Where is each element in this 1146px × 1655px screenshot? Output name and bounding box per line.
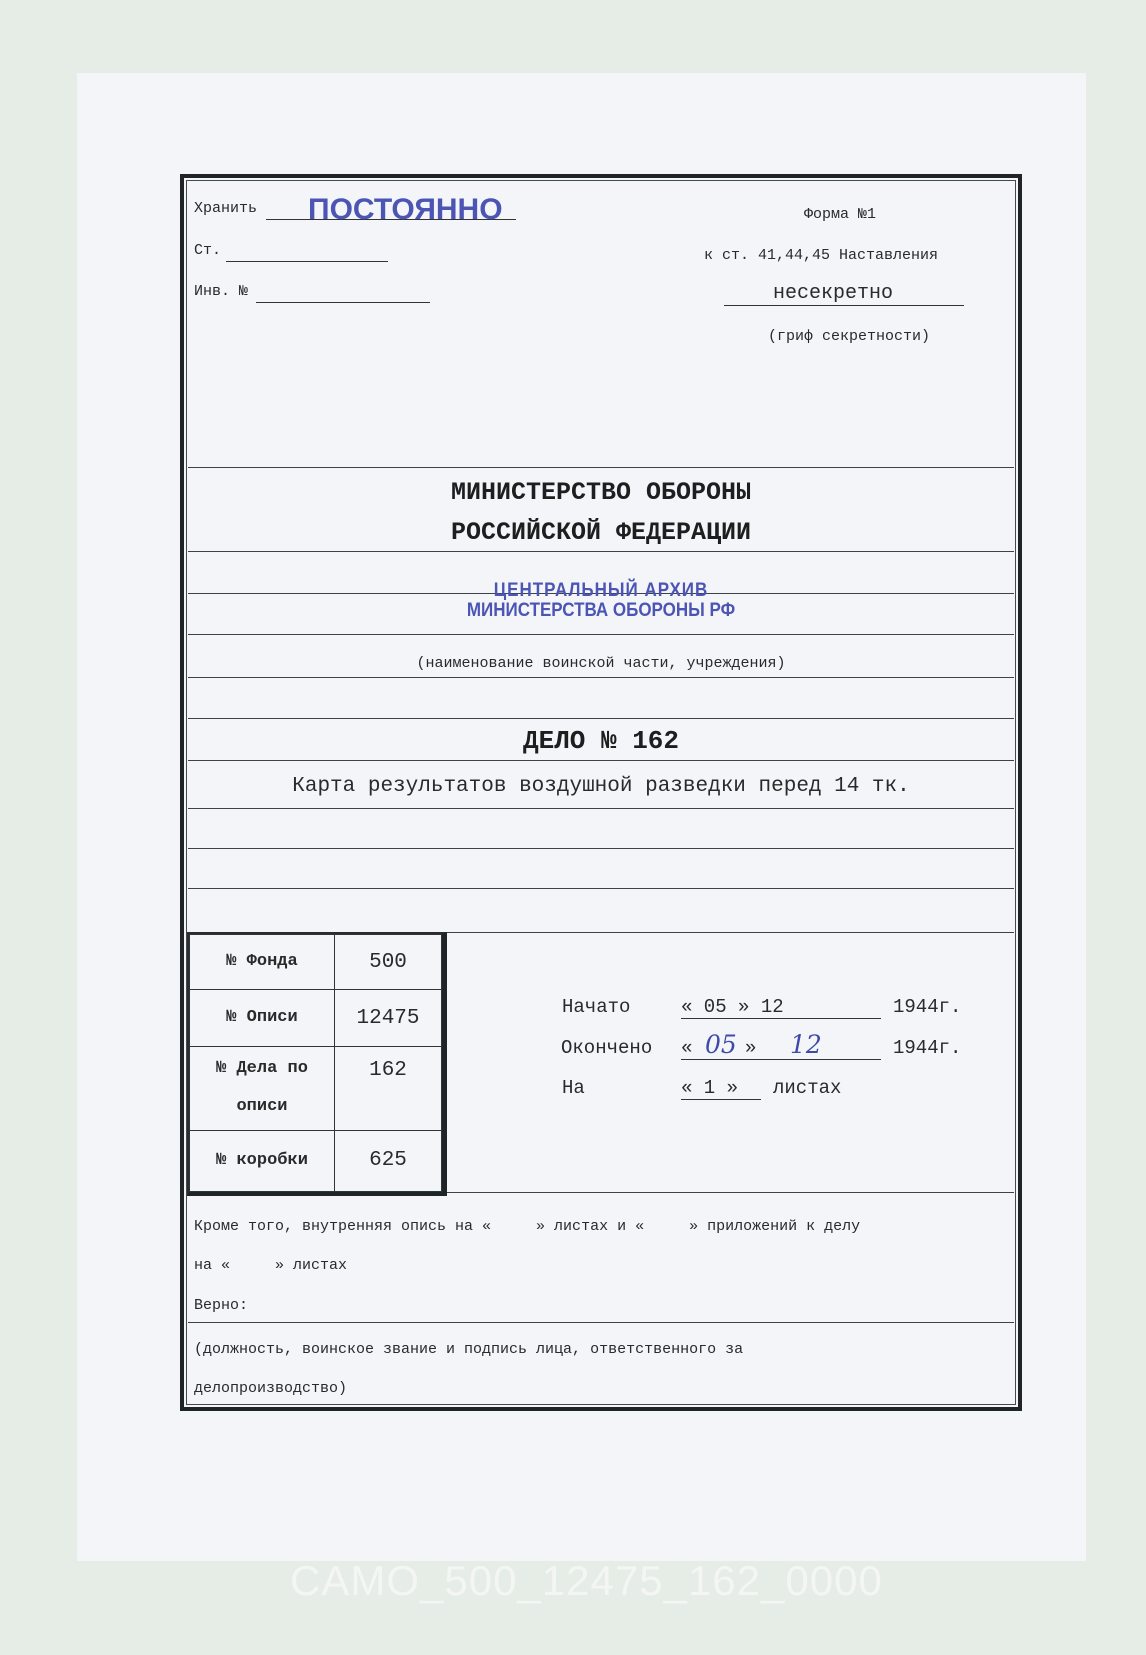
rule-line bbox=[188, 760, 1014, 761]
rule-line bbox=[188, 888, 1014, 889]
ended-open-quote: « bbox=[681, 1037, 693, 1059]
secrecy-underline bbox=[724, 305, 964, 306]
box-label: № коробки bbox=[190, 1130, 335, 1191]
box-value: 625 bbox=[335, 1130, 442, 1191]
form-reference: к ст. 41,44,45 Наставления bbox=[704, 247, 939, 264]
archive-stamp-line-1: ЦЕНТРАЛЬНЫЙ АРХИВ bbox=[493, 578, 709, 601]
started-year: 1944г. bbox=[893, 996, 962, 1018]
archive-stamp-line-2: МИНИСТЕРСТВА ОБОРОНЫ РФ bbox=[466, 598, 736, 621]
ministry-line-2: РОССИЙСКОЙ ФЕДЕРАЦИИ bbox=[450, 518, 752, 547]
rule-line bbox=[188, 718, 1014, 719]
fond-label: № Фонда bbox=[190, 935, 335, 990]
ended-underline bbox=[681, 1059, 881, 1060]
info-row-fond bbox=[190, 935, 442, 990]
case-title: ДЕЛО № 162 bbox=[522, 726, 680, 756]
info-row-opis bbox=[190, 990, 442, 1047]
opis-label: № Описи bbox=[190, 990, 335, 1047]
started-value: « 05 » 12 bbox=[681, 996, 784, 1018]
ministry-line-1: МИНИСТЕРСТВО ОБОРОНЫ bbox=[450, 478, 752, 507]
certified-label: Верно: bbox=[194, 1297, 249, 1314]
archive-info-box bbox=[187, 932, 447, 1196]
inventory-note-line-1: Кроме того, внутренняя опись на « » листах и « » приложений к делу bbox=[194, 1218, 861, 1235]
rule-line bbox=[188, 677, 1014, 678]
sheets-underline bbox=[681, 1099, 761, 1100]
ended-month: 12 bbox=[790, 1030, 822, 1059]
rule-line bbox=[188, 808, 1014, 809]
rule-line bbox=[188, 1322, 1014, 1323]
inv-underline bbox=[256, 302, 430, 303]
responsible-caption-line-1: (должность, воинское звание и подпись лица, ответственного за bbox=[194, 1341, 744, 1358]
responsible-caption-line-2: делопроизводство) bbox=[194, 1380, 348, 1397]
started-label: Начато bbox=[562, 996, 631, 1018]
secrecy-value: несекретно bbox=[773, 282, 894, 305]
rule-line bbox=[188, 634, 1014, 635]
info-row-delo bbox=[190, 1047, 442, 1131]
case-description: Карта результатов воздушной разведки перед 14 тк. bbox=[292, 775, 910, 798]
rule-line bbox=[188, 551, 1014, 552]
info-row-box bbox=[190, 1130, 442, 1191]
permanent-stamp: ПОСТОЯННО bbox=[308, 193, 503, 226]
fond-value: 500 bbox=[335, 935, 442, 990]
sheets-unit: листах bbox=[773, 1077, 842, 1099]
inventory-note-line-2: на « » листах bbox=[194, 1257, 348, 1274]
started-underline bbox=[681, 1018, 881, 1019]
rule-line bbox=[188, 848, 1014, 849]
secrecy-caption: (гриф секретности) bbox=[768, 328, 931, 345]
archive-info-table bbox=[189, 934, 442, 1192]
ended-day: 05 bbox=[705, 1030, 737, 1059]
st-label: Ст. bbox=[194, 242, 222, 259]
rule-line bbox=[188, 467, 1014, 468]
delo-label: № Дела по описи bbox=[190, 1047, 335, 1131]
unit-caption: (наименование воинской части, учреждения) bbox=[416, 655, 786, 672]
sheets-value: « 1 » bbox=[681, 1077, 739, 1099]
delo-value: 162 bbox=[335, 1047, 442, 1131]
opis-value: 12475 bbox=[335, 990, 442, 1047]
ended-year: 1944г. bbox=[893, 1037, 962, 1059]
ended-close-quote: » bbox=[745, 1037, 757, 1059]
form-label: Форма №1 bbox=[804, 206, 877, 223]
st-underline bbox=[226, 261, 388, 262]
keep-label: Хранить bbox=[194, 200, 258, 217]
sheets-label: На bbox=[562, 1077, 585, 1099]
inv-label: Инв. № bbox=[194, 283, 249, 300]
scan-watermark: CAMO_500_12475_162_0000 bbox=[290, 1557, 883, 1604]
ended-label: Окончено bbox=[561, 1037, 653, 1059]
